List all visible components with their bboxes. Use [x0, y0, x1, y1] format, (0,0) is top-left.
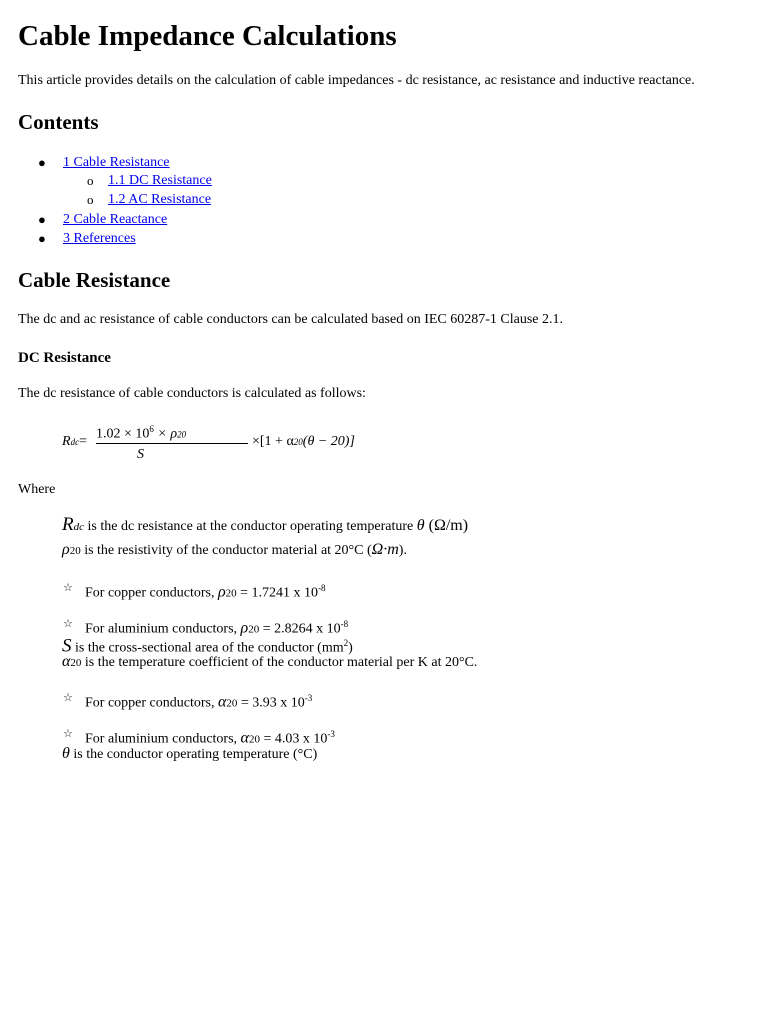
definition-s: S is the cross-sectional area of the conductor $(mm^2)$ [62, 635, 353, 657]
dc-resistance-paragraph: The dc resistance of cable conductors is calculated as follows: [18, 386, 366, 401]
toc-item-ac-resistance[interactable] [108, 191, 211, 209]
formula-rhs: ×[1 + α20(θ − 20)] [252, 434, 355, 449]
definition-theta: θ is the conductor operating temperature (°C) [62, 745, 318, 762]
toc-link[interactable]: 1.1 DC Resistance [108, 173, 212, 188]
fraction-bar [96, 443, 248, 444]
formula-lhs: Rdc= [62, 434, 87, 449]
definition-rdc: Rdc is the dc resistance at the conductor operating temperature θ (Ω/m) [62, 514, 469, 535]
toc-link[interactable]: 3 References [63, 231, 136, 246]
star-bullet-icon: ☆ [63, 582, 73, 594]
cable-resistance-paragraph: The dc and ac resistance of cable conductors can be calculated based on IEC 60287-1 Clause 2.1. [18, 312, 564, 327]
star-bullet-icon: ☆ [63, 692, 73, 704]
formula-numerator: $1.02 \times 10^6 \times \rho 20$ [96, 424, 187, 442]
star-bullet-icon: ☆ [63, 728, 73, 740]
star-bullet-icon: ☆ [63, 618, 73, 630]
toc-link[interactable]: 1.2 AC Resistance [108, 192, 212, 207]
bullet-disc-icon: ● [38, 231, 46, 246]
formula-denominator: S [137, 447, 144, 462]
intro-paragraph: This article provides details on the calculation of cable impedances - dc resistance, ac resistance and inductive reactance. [18, 73, 695, 88]
definition-rho: ρ20 is the resistivity of the conductor material at 20°C (Ω·m). [62, 541, 407, 558]
list-item-alpha-aluminium: ☆ For aluminium conductors, α20 = 4.03 x $10^{-3}$ [63, 725, 335, 749]
toc-link[interactable]: 1 Cable Resistance [63, 155, 170, 170]
definition-alpha: α20 is the temperature coefficient of the conductor material per K at 20°C. [62, 653, 478, 670]
cable-resistance-heading: Cable Resistance [18, 268, 171, 292]
bullet-circle-icon: o [87, 192, 94, 207]
toc-item-dc-resistance[interactable] [108, 172, 212, 190]
list-item-rho-copper: ☆ For copper conductors, ρ20 = 1.7241 x $10^{-8}$ [63, 579, 326, 603]
toc-link[interactable]: 2 Cable Reactance [63, 212, 168, 227]
list-item-alpha-copper: ☆ For copper conductors, α20 = 3.93 x $10^{-3}$ [63, 689, 312, 713]
bullet-circle-icon: o [87, 173, 94, 188]
contents-heading: Contents [18, 110, 99, 134]
dc-resistance-heading: DC Resistance [18, 350, 111, 366]
toc-item-references[interactable] [63, 230, 136, 248]
bullet-disc-icon: ● [38, 155, 46, 170]
list-item-rho-aluminium: ☆ For aluminium conductors, ρ20 = 2.8264 x $10^{-8}$ [63, 615, 348, 639]
page-title: Cable Impedance Calculations [18, 20, 397, 52]
toc-item-cable-reactance[interactable] [63, 211, 167, 229]
bullet-disc-icon: ● [38, 212, 46, 227]
where-label: Where [18, 482, 56, 497]
toc-item-cable-resistance[interactable] [63, 154, 170, 172]
